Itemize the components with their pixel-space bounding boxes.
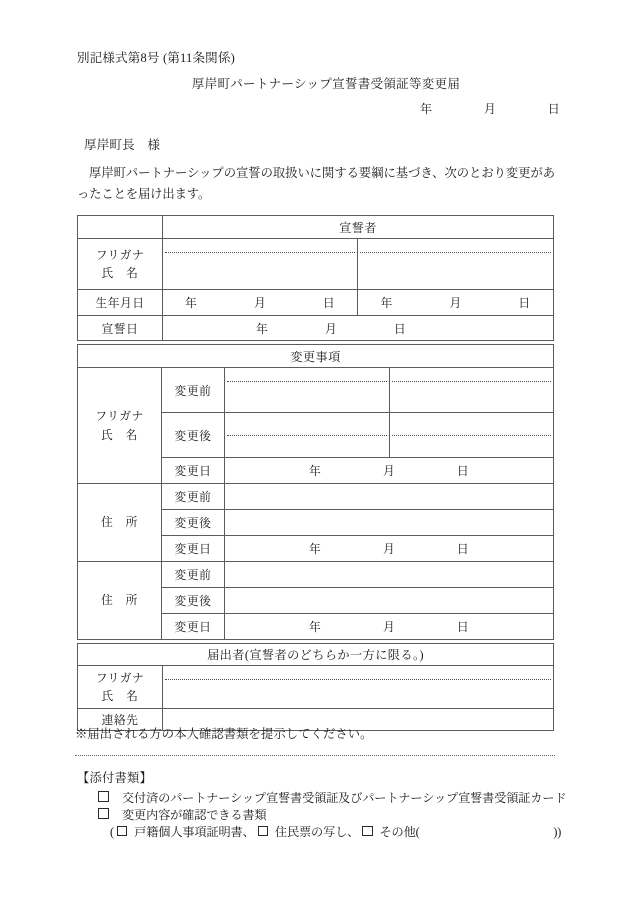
name-after-field-left[interactable] bbox=[225, 413, 390, 458]
addressee: 厚岸町長 様 bbox=[84, 138, 161, 152]
change-address-label-2: 住 所 bbox=[78, 562, 162, 640]
address2-change-date-field[interactable] bbox=[225, 614, 554, 640]
attachment-item-2-label: 変更内容が確認できる書類 bbox=[122, 808, 267, 822]
attachment-sub-items bbox=[110, 823, 561, 840]
table-row bbox=[78, 239, 554, 290]
change-before-label: 変更前 bbox=[162, 368, 225, 413]
change-date-label: 変更日 bbox=[162, 458, 225, 484]
address1-after-label: 変更後 bbox=[162, 510, 225, 536]
submitter-band-label: 届出者(宣誓者のどちらか一方に限る。) bbox=[78, 644, 554, 666]
furigana-guide-line bbox=[360, 252, 551, 253]
address2-date-label: 変更日 bbox=[162, 614, 225, 640]
attachment-item-1[interactable] bbox=[98, 789, 566, 806]
furigana-guide-line bbox=[227, 381, 387, 382]
submission-date-line bbox=[420, 100, 560, 117]
attachment-item-2[interactable] bbox=[98, 806, 266, 823]
identity-verification-note: ※届出される方の本人確認書類を提示してください。 bbox=[75, 727, 373, 741]
address2-before-field[interactable] bbox=[225, 562, 554, 588]
sub-item-2-label: 住民票の写し、 bbox=[274, 825, 360, 839]
ymd-group: 年 月 日 bbox=[185, 296, 335, 310]
name-before-field-left[interactable] bbox=[225, 368, 390, 413]
submitter-name-label: フリガナ 氏 名 bbox=[78, 666, 163, 709]
birthdate-label: 生年月日 bbox=[78, 290, 163, 316]
furigana-guide-line bbox=[165, 679, 551, 680]
table-row bbox=[78, 316, 554, 341]
oath-date-label: 宣誓日 bbox=[78, 316, 163, 341]
table-row bbox=[78, 484, 554, 510]
table-row bbox=[78, 666, 554, 709]
furigana-guide-line bbox=[165, 252, 355, 253]
attachments-title: 【添付書類】 bbox=[77, 771, 152, 785]
declarant-band-label: 宣誓者 bbox=[163, 216, 554, 239]
declarant-name-label: フリガナ 氏 名 bbox=[78, 239, 163, 290]
furigana-guide-line bbox=[392, 435, 551, 436]
date-month-label: 月 bbox=[483, 102, 497, 116]
table-row bbox=[78, 290, 554, 316]
form-code: 別記様式第8号 (第11条関係) bbox=[77, 51, 235, 65]
ymd-group: 年 月 日 bbox=[309, 464, 469, 478]
change-name-label: フリガナ 氏 名 bbox=[78, 368, 162, 484]
birthdate-field-right[interactable] bbox=[358, 290, 554, 316]
table-row bbox=[78, 345, 554, 368]
birthdate-field-left[interactable] bbox=[163, 290, 358, 316]
checkbox-icon[interactable] bbox=[117, 826, 128, 837]
sub-item-1-label: 戸籍個人事項証明書、 bbox=[134, 825, 255, 839]
declarant-table bbox=[77, 215, 554, 341]
date-day-label: 日 bbox=[547, 102, 560, 116]
body-paragraph: 厚岸町パートナーシップの宣誓の取扱いに関する要綱に基づき、次のとおり変更があったことを届け出ます。 bbox=[77, 166, 555, 202]
address1-after-field[interactable] bbox=[225, 510, 554, 536]
address1-change-date-field[interactable] bbox=[225, 536, 554, 562]
furigana-guide-line bbox=[392, 381, 551, 382]
date-year-label: 年 bbox=[420, 102, 433, 116]
change-items-table bbox=[77, 344, 554, 640]
table-row bbox=[78, 644, 554, 666]
declarant-name-field-right[interactable] bbox=[358, 239, 554, 290]
submitter-table bbox=[77, 643, 554, 731]
ymd-group: 年 月 日 bbox=[309, 542, 469, 556]
ymd-group: 年 月 日 bbox=[309, 620, 469, 634]
declarant-name-field-left[interactable] bbox=[163, 239, 358, 290]
name-after-field-right[interactable] bbox=[390, 413, 554, 458]
address2-after-label: 変更後 bbox=[162, 588, 225, 614]
open-paren: ( bbox=[110, 825, 114, 839]
table-row bbox=[78, 368, 554, 413]
document-title: 厚岸町パートナーシップ宣誓書受領証等変更届 bbox=[191, 77, 461, 91]
table-row bbox=[78, 216, 554, 239]
address1-date-label: 変更日 bbox=[162, 536, 225, 562]
name-before-field-right[interactable] bbox=[390, 368, 554, 413]
table-row bbox=[78, 562, 554, 588]
name-change-date-field[interactable] bbox=[225, 458, 554, 484]
address1-before-field[interactable] bbox=[225, 484, 554, 510]
address2-after-field[interactable] bbox=[225, 588, 554, 614]
section-divider bbox=[75, 755, 555, 756]
checkbox-icon[interactable] bbox=[98, 808, 109, 819]
address2-before-label: 変更前 bbox=[162, 562, 225, 588]
checkbox-icon[interactable] bbox=[362, 826, 373, 837]
change-address-label-1: 住 所 bbox=[78, 484, 162, 562]
submitter-name-field[interactable] bbox=[163, 666, 554, 709]
ymd-group: 年 月 日 bbox=[380, 296, 531, 310]
checkbox-icon[interactable] bbox=[258, 826, 269, 837]
submitter-contact-label: 連絡先 bbox=[78, 709, 163, 731]
attachment-item-1-label: 交付済のパートナーシップ宣誓書受領証及びパートナーシップ宣誓書受領証カード bbox=[122, 791, 567, 805]
oath-date-field[interactable] bbox=[163, 316, 554, 341]
close-paren: )) bbox=[553, 825, 562, 839]
address1-before-label: 変更前 bbox=[162, 484, 225, 510]
sub-item-3-label: その他( bbox=[379, 825, 420, 839]
change-band-label: 変更事項 bbox=[78, 345, 554, 368]
ymd-group: 年 月 日 bbox=[256, 321, 406, 336]
furigana-guide-line bbox=[227, 435, 387, 436]
change-after-label: 変更後 bbox=[162, 413, 225, 458]
checkbox-icon[interactable] bbox=[98, 791, 109, 802]
